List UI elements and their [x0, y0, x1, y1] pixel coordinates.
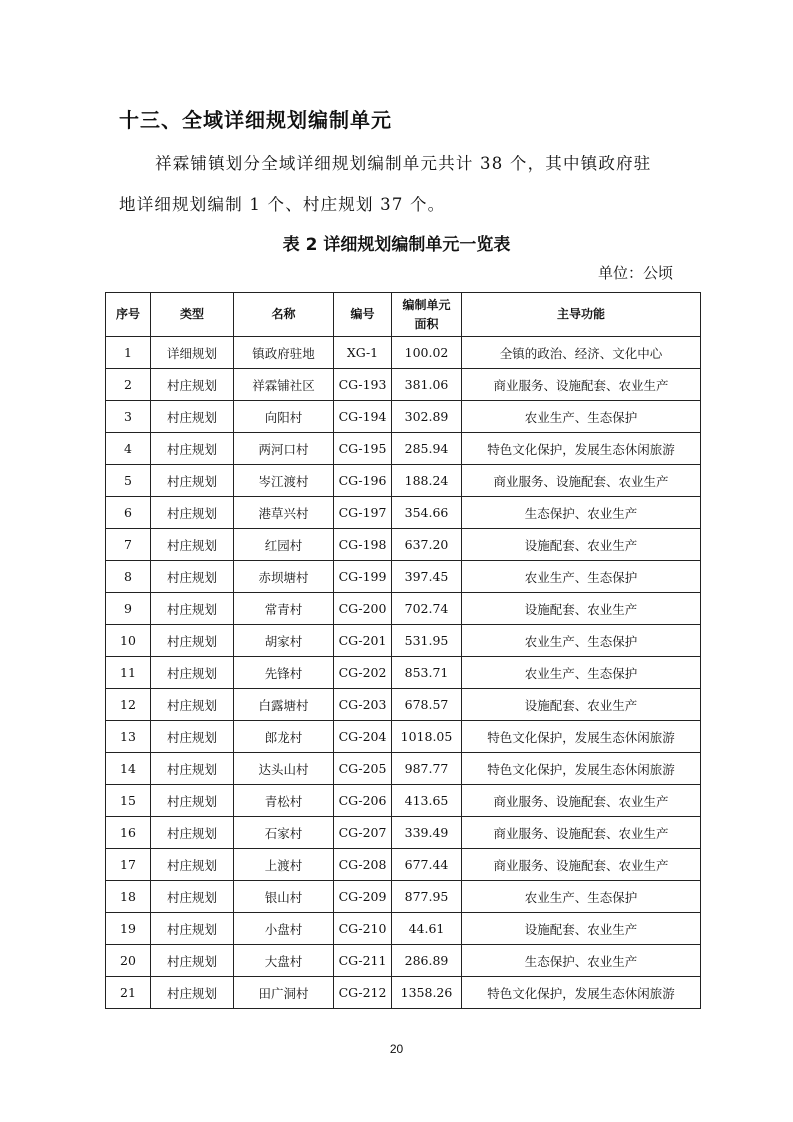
cell-index: 10: [106, 625, 151, 657]
unit-label: 单位：公顷: [597, 264, 673, 282]
table-row: [106, 945, 701, 977]
table-row: [106, 433, 701, 465]
table-row: [106, 337, 701, 369]
table-row: [106, 497, 701, 529]
table-caption: 表 2 详细规划编制单元一览表: [282, 235, 511, 255]
cell-name: 赤坝塘村: [234, 561, 334, 593]
cell-function: 农业生产、生态保护: [462, 657, 701, 689]
cell-name: 郎龙村: [234, 721, 334, 753]
cell-code: XG-1: [334, 337, 392, 369]
cell-area: 44.61: [392, 913, 462, 945]
table-row: [106, 401, 701, 433]
section-title: 十三、全域详细规划编制单元: [119, 108, 392, 132]
cell-index: 17: [106, 849, 151, 881]
table-row: [106, 465, 701, 497]
cell-name: 小盘村: [234, 913, 334, 945]
cell-index: 12: [106, 689, 151, 721]
cell-function: 设施配套、农业生产: [462, 689, 701, 721]
cell-index: 18: [106, 881, 151, 913]
cell-function: 商业服务、设施配套、农业生产: [462, 849, 701, 881]
cell-type: 村庄规划: [151, 945, 234, 977]
cell-area: 677.44: [392, 849, 462, 881]
cell-code: CG-200: [334, 593, 392, 625]
cell-index: 9: [106, 593, 151, 625]
cell-index: 2: [106, 369, 151, 401]
cell-name: 大盘村: [234, 945, 334, 977]
cell-index: 6: [106, 497, 151, 529]
cell-type: 村庄规划: [151, 593, 234, 625]
cell-code: CG-210: [334, 913, 392, 945]
cell-code: CG-195: [334, 433, 392, 465]
cell-function: 特色文化保护，发展生态休闲旅游: [462, 753, 701, 785]
cell-area: 286.89: [392, 945, 462, 977]
cell-area: 637.20: [392, 529, 462, 561]
cell-index: 4: [106, 433, 151, 465]
cell-function: 农业生产、生态保护: [462, 625, 701, 657]
header-index: 序号: [106, 293, 151, 337]
cell-index: 16: [106, 817, 151, 849]
cell-index: 5: [106, 465, 151, 497]
cell-function: 农业生产、生态保护: [462, 561, 701, 593]
cell-code: CG-207: [334, 817, 392, 849]
cell-type: 村庄规划: [151, 657, 234, 689]
cell-area: 285.94: [392, 433, 462, 465]
cell-name: 上渡村: [234, 849, 334, 881]
table-row: [106, 369, 701, 401]
page-number: 20: [389, 1042, 404, 1056]
cell-area: 381.06: [392, 369, 462, 401]
cell-area: 339.49: [392, 817, 462, 849]
table-row: [106, 689, 701, 721]
cell-name: 石家村: [234, 817, 334, 849]
table-row: [106, 625, 701, 657]
cell-index: 1: [106, 337, 151, 369]
cell-name: 胡家村: [234, 625, 334, 657]
table-row: [106, 529, 701, 561]
header-code: 编号: [334, 293, 392, 337]
cell-index: 19: [106, 913, 151, 945]
cell-function: 商业服务、设施配套、农业生产: [462, 785, 701, 817]
cell-index: 7: [106, 529, 151, 561]
cell-area: 702.74: [392, 593, 462, 625]
cell-area: 188.24: [392, 465, 462, 497]
table-row: [106, 561, 701, 593]
cell-index: 21: [106, 977, 151, 1009]
cell-name: 两河口村: [234, 433, 334, 465]
cell-index: 13: [106, 721, 151, 753]
cell-code: CG-205: [334, 753, 392, 785]
cell-name: 银山村: [234, 881, 334, 913]
cell-function: 全镇的政治、经济、文化中心: [462, 337, 701, 369]
table-row: [106, 977, 701, 1009]
cell-name: 祥霖铺社区: [234, 369, 334, 401]
header-area: 编制单元面积: [392, 293, 462, 337]
cell-type: 村庄规划: [151, 401, 234, 433]
cell-function: 商业服务、设施配套、农业生产: [462, 465, 701, 497]
cell-area: 1358.26: [392, 977, 462, 1009]
cell-type: 村庄规划: [151, 977, 234, 1009]
cell-code: CG-202: [334, 657, 392, 689]
cell-code: CG-197: [334, 497, 392, 529]
cell-name: 青松村: [234, 785, 334, 817]
header-type: 类型: [151, 293, 234, 337]
cell-type: 村庄规划: [151, 433, 234, 465]
header-name: 名称: [234, 293, 334, 337]
cell-function: 特色文化保护，发展生态休闲旅游: [462, 977, 701, 1009]
cell-area: 1018.05: [392, 721, 462, 753]
cell-code: CG-209: [334, 881, 392, 913]
cell-area: 413.65: [392, 785, 462, 817]
cell-type: 村庄规划: [151, 849, 234, 881]
cell-index: 3: [106, 401, 151, 433]
cell-name: 镇政府驻地: [234, 337, 334, 369]
cell-function: 农业生产、生态保护: [462, 401, 701, 433]
cell-area: 987.77: [392, 753, 462, 785]
table-row: [106, 593, 701, 625]
cell-code: CG-198: [334, 529, 392, 561]
cell-code: CG-203: [334, 689, 392, 721]
cell-area: 531.95: [392, 625, 462, 657]
cell-type: 村庄规划: [151, 369, 234, 401]
cell-code: CG-204: [334, 721, 392, 753]
cell-type: 村庄规划: [151, 817, 234, 849]
cell-index: 11: [106, 657, 151, 689]
cell-type: 村庄规划: [151, 529, 234, 561]
cell-function: 商业服务、设施配套、农业生产: [462, 817, 701, 849]
table-row: [106, 817, 701, 849]
table-row: [106, 753, 701, 785]
cell-function: 生态保护、农业生产: [462, 497, 701, 529]
cell-function: 农业生产、生态保护: [462, 881, 701, 913]
cell-type: 村庄规划: [151, 913, 234, 945]
table-row: [106, 881, 701, 913]
cell-function: 商业服务、设施配套、农业生产: [462, 369, 701, 401]
cell-code: CG-206: [334, 785, 392, 817]
cell-type: 村庄规划: [151, 785, 234, 817]
planning-units-table: [105, 292, 701, 1009]
table-row: [106, 785, 701, 817]
header-function: 主导功能: [462, 293, 701, 337]
paragraph-line-1: 祥霖铺镇划分全域详细规划编制单元共计 38 个，其中镇政府驻: [155, 154, 652, 173]
table-row: [106, 657, 701, 689]
cell-code: CG-194: [334, 401, 392, 433]
cell-code: CG-193: [334, 369, 392, 401]
cell-name: 达头山村: [234, 753, 334, 785]
cell-function: 特色文化保护，发展生态休闲旅游: [462, 721, 701, 753]
cell-type: 村庄规划: [151, 497, 234, 529]
cell-type: 村庄规划: [151, 721, 234, 753]
cell-area: 354.66: [392, 497, 462, 529]
cell-code: CG-212: [334, 977, 392, 1009]
table-row: [106, 913, 701, 945]
cell-type: 村庄规划: [151, 561, 234, 593]
cell-name: 向阳村: [234, 401, 334, 433]
cell-type: 村庄规划: [151, 625, 234, 657]
cell-code: CG-199: [334, 561, 392, 593]
cell-index: 8: [106, 561, 151, 593]
cell-index: 15: [106, 785, 151, 817]
cell-index: 20: [106, 945, 151, 977]
cell-function: 特色文化保护，发展生态休闲旅游: [462, 433, 701, 465]
cell-code: CG-208: [334, 849, 392, 881]
cell-type: 村庄规划: [151, 465, 234, 497]
cell-name: 常青村: [234, 593, 334, 625]
cell-type: 详细规划: [151, 337, 234, 369]
cell-code: CG-196: [334, 465, 392, 497]
cell-area: 397.45: [392, 561, 462, 593]
cell-area: 877.95: [392, 881, 462, 913]
table-header-row: [106, 293, 701, 337]
cell-code: CG-201: [334, 625, 392, 657]
cell-type: 村庄规划: [151, 881, 234, 913]
cell-area: 678.57: [392, 689, 462, 721]
cell-index: 14: [106, 753, 151, 785]
cell-function: 生态保护、农业生产: [462, 945, 701, 977]
table-row: [106, 721, 701, 753]
cell-function: 设施配套、农业生产: [462, 593, 701, 625]
cell-name: 白露塘村: [234, 689, 334, 721]
cell-function: 设施配套、农业生产: [462, 529, 701, 561]
cell-code: CG-211: [334, 945, 392, 977]
cell-function: 设施配套、农业生产: [462, 913, 701, 945]
cell-name: 岑江渡村: [234, 465, 334, 497]
cell-name: 先锋村: [234, 657, 334, 689]
cell-type: 村庄规划: [151, 753, 234, 785]
cell-area: 302.89: [392, 401, 462, 433]
cell-name: 港草兴村: [234, 497, 334, 529]
cell-type: 村庄规划: [151, 689, 234, 721]
cell-name: 田广洞村: [234, 977, 334, 1009]
cell-area: 100.02: [392, 337, 462, 369]
table-row: [106, 849, 701, 881]
paragraph-line-2: 地详细规划编制 1 个、村庄规划 37 个。: [119, 195, 446, 214]
cell-name: 红园村: [234, 529, 334, 561]
cell-area: 853.71: [392, 657, 462, 689]
